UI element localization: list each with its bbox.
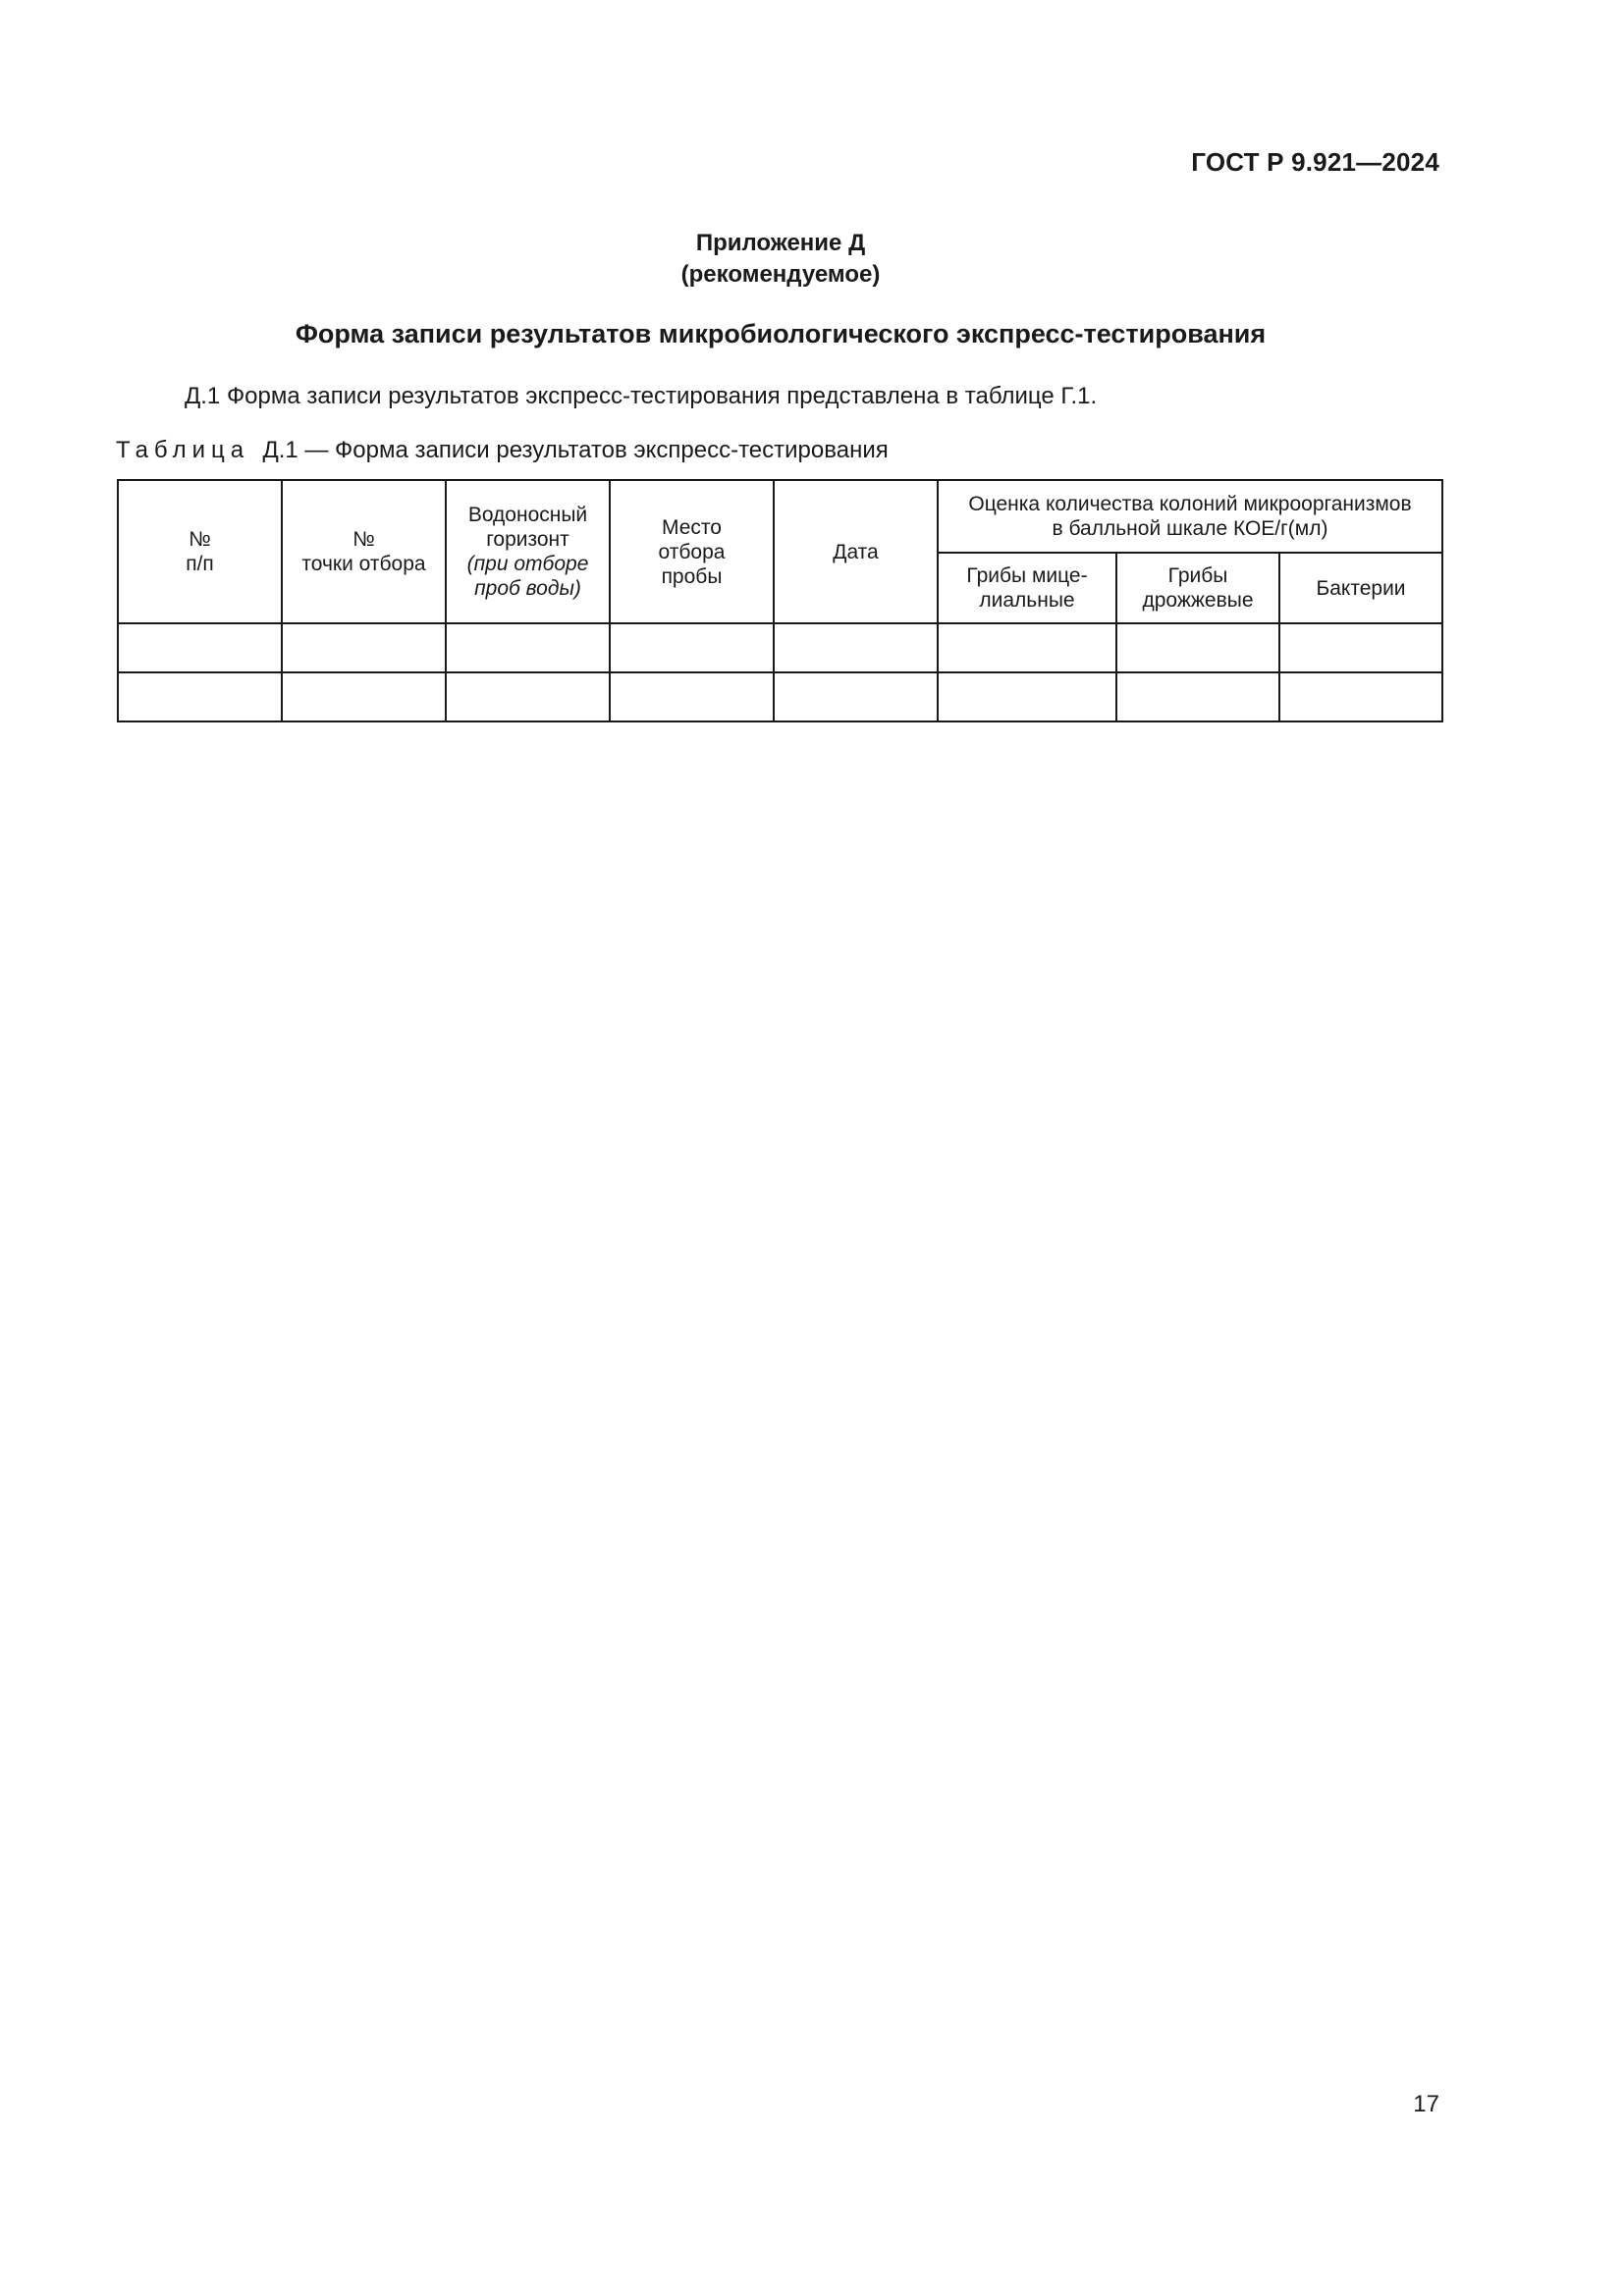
header-text: в балльной шкале КОЕ/г(мл) [1052,517,1328,540]
appendix-heading [0,228,1561,291]
header-sampling-point [282,480,446,623]
page-number: 17 [1413,2091,1439,2117]
header-text: дрожжевые [1142,589,1254,612]
header-text: отбора [658,540,726,563]
header-row-number [118,480,282,623]
appendix-title: Приложение Д [695,230,866,256]
table-caption-text: Д.1 — Форма записи результатов экспресс-тестирования [262,437,889,463]
header-date [774,480,938,623]
table-cell [938,623,1116,672]
table-cell [1279,672,1442,721]
header-text: Бактерии [1316,576,1406,600]
header-text: (при отборе [466,553,589,575]
header-aquifer [446,480,610,623]
header-text: Грибы [1167,564,1228,587]
standard-code: ГОСТ Р 9.921—2024 [1191,147,1439,177]
header-mycelial-fungi [938,553,1116,623]
table-cell [1116,672,1279,721]
header-text: лиальные [979,589,1075,612]
results-table [117,479,1443,722]
section-paragraph: Д.1 Форма записи результатов экспресс-тестирования представлена в таблице Г.1. [185,383,1098,409]
header-text: Грибы мице- [966,564,1088,587]
header-text: Дата [833,540,879,563]
table-row [118,623,1442,672]
table-cell [282,672,446,721]
header-text: № [189,528,211,551]
header-text: проб воды) [474,577,581,600]
header-yeast-fungi [1116,553,1279,623]
header-text: горизонт [486,528,569,551]
header-text: Место [662,515,722,539]
table-caption [116,437,889,464]
table-cell [118,672,282,721]
table-cell [610,623,774,672]
header-colony-estimate [938,480,1442,553]
table-cell [446,672,610,721]
table-cell [610,672,774,721]
table-caption-word: Таблица [116,437,250,463]
header-text: пробы [661,564,723,588]
appendix-status: (рекомендуемое) [680,261,881,288]
header-sampling-place [610,480,774,623]
table-cell [774,623,938,672]
table-cell [938,672,1116,721]
table-cell [118,623,282,672]
table-cell [282,623,446,672]
table-cell [774,672,938,721]
table-row [118,672,1442,721]
header-bacteria [1279,553,1442,623]
header-text: точки отбора [301,553,426,575]
header-text: № [352,528,375,551]
section-title: Форма записи результатов микробиологического экспресс-тестирования [295,319,1267,348]
table-cell [1116,623,1279,672]
header-text: Водоносный [467,504,588,526]
header-text: Оценка количества колоний микроорганизмов [968,493,1412,515]
table-cell [446,623,610,672]
header-text: п/п [186,553,214,575]
table-cell [1279,623,1442,672]
table-header-row [118,480,1442,553]
